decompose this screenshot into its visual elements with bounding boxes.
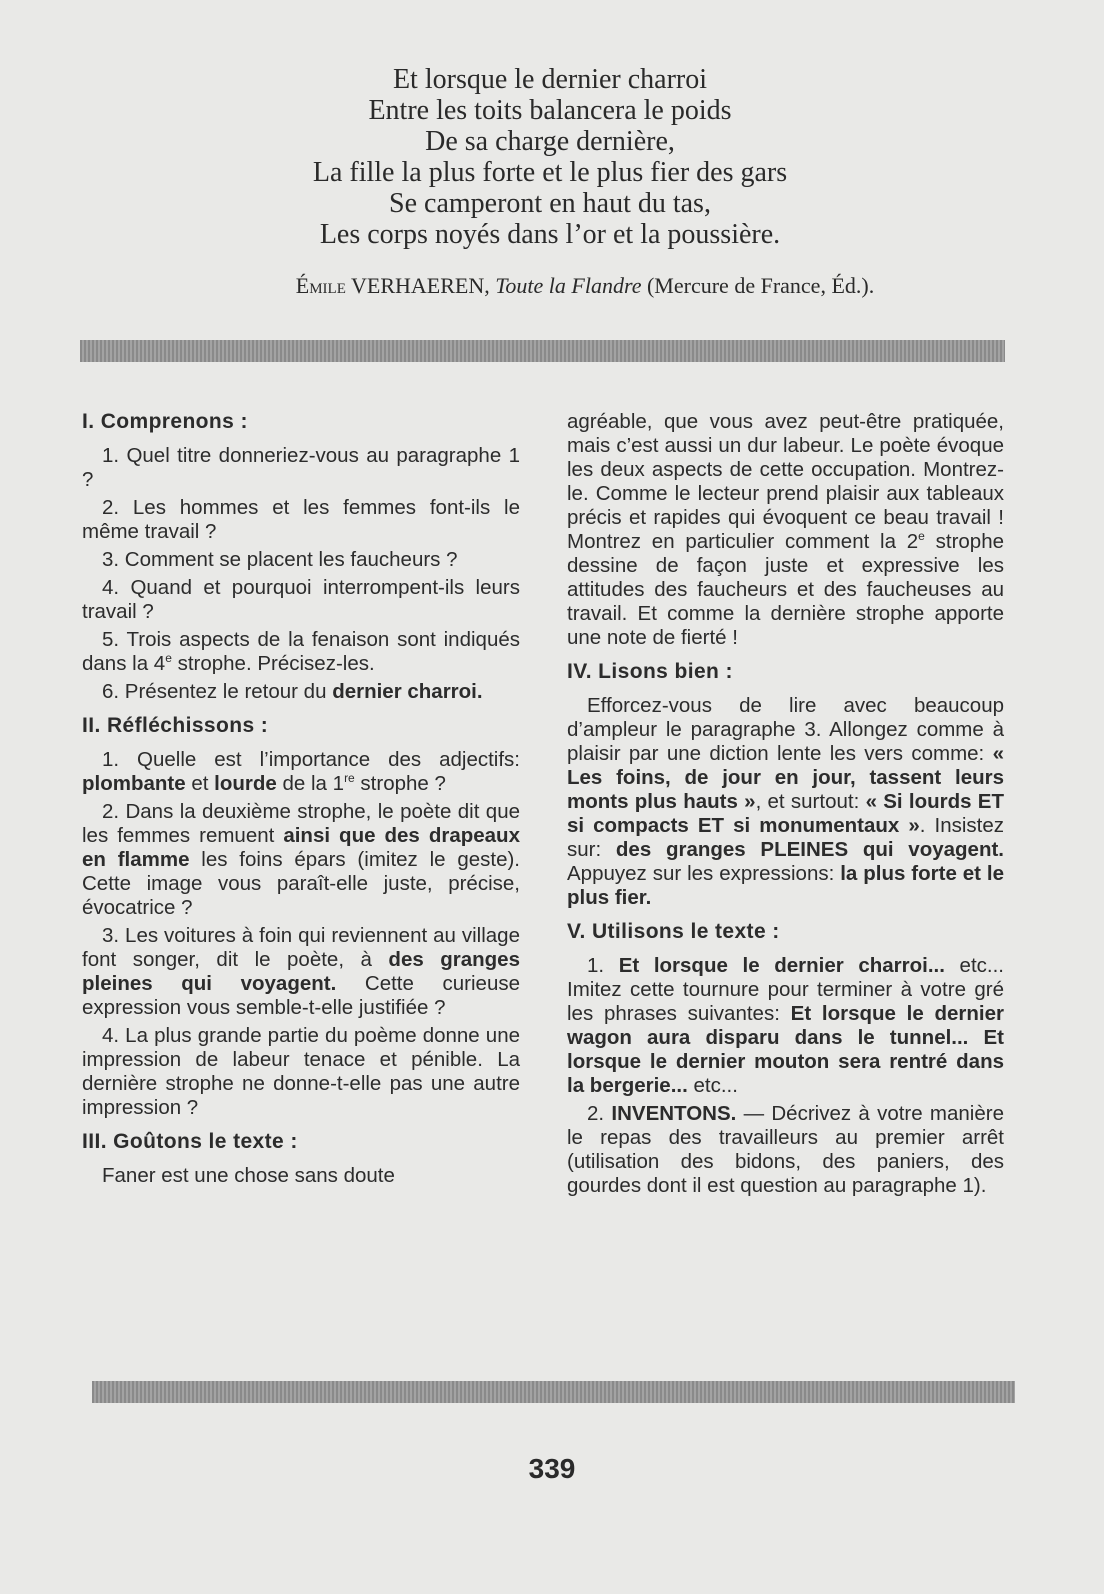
emphasis: « Si lourds ET si compacts ET si monumentaux »	[567, 790, 1005, 837]
emphasis: des granges pleines qui voyagent.	[82, 948, 520, 995]
paragraph	[567, 410, 1004, 650]
paragraph-text: etc...	[687, 1074, 738, 1097]
question	[82, 924, 520, 1020]
question	[82, 748, 520, 796]
paragraph	[567, 1102, 1004, 1198]
paragraph-text: 1.	[587, 954, 619, 977]
section-heading-goutons: III. Goûtons le texte :	[82, 1130, 298, 1153]
question: 4. La plus grande partie du poème donne une impression de labeur tenace et pénible. La dernière strophe ne donne-t-elle pas une autre impression ?	[82, 1024, 520, 1119]
question-text: 3. Les voitures à foin qui reviennent au village font songer, dit le poète, à	[82, 924, 520, 971]
author-first-name: Émile	[295, 273, 346, 298]
question-text: strophe ?	[354, 772, 446, 795]
section-heading-reflechissons: II. Réfléchissons :	[82, 714, 269, 737]
right-column	[567, 410, 1004, 1202]
author-last-name: VERHAEREN,	[351, 273, 490, 298]
work-title: Toute la Flandre	[495, 273, 642, 298]
paragraph	[567, 954, 1004, 1098]
question-text: 5. Trois aspects de la fenaison sont indiqués dans la 4	[82, 628, 520, 675]
superscript: re	[344, 771, 355, 786]
question-text: 1. Quelle est l’importance des adjectifs:	[102, 748, 520, 771]
divider-band-top	[80, 340, 1005, 362]
question-text: de la 1	[276, 772, 345, 795]
poem-line: La fille la plus forte et le plus fier des gars	[312, 157, 788, 188]
emphasis: Et lorsque le dernier wagon aura disparu dans le tunnel... Et lorsque le dernier mouton sera rentré dans la bergerie...	[567, 1002, 1004, 1097]
paragraph: Faner est une chose sans doute	[102, 1164, 395, 1187]
poem-line: Se camperont en haut du tas,	[389, 188, 711, 219]
emphasis: la plus forte et le plus fier.	[567, 862, 1005, 909]
question-text: les foins épars (imitez le geste). Cette image vous paraît-elle juste, précise, évocatrice ?	[82, 848, 520, 919]
emphasis: Et lorsque le dernier charroi...	[618, 954, 945, 977]
question-text: 6. Présentez le retour du	[102, 680, 333, 703]
page-number: 339	[528, 1453, 576, 1484]
poem-line: Et lorsque le dernier charroi	[392, 64, 708, 95]
paragraph-text: strophe dessine de façon juste et expressive les attitudes des faucheurs et des faucheuses au travail. Et comme la dernière strophe apporte une note de fierté !	[567, 530, 1004, 649]
emphasis: des granges PLEINES qui voyagent.	[615, 838, 1004, 861]
emphasis: plombante	[82, 772, 186, 795]
paragraph-text: Efforcez-vous de lire avec beaucoup d’ampleur le paragraphe 3. Allongez comme à plaisir par une diction lente les vers comme:	[567, 694, 1004, 765]
question: 1. Quel titre donneriez-vous au paragraphe 1 ?	[82, 444, 520, 491]
poem-stanza	[150, 64, 950, 250]
paragraph	[567, 694, 1004, 910]
poem-line: Entre les toits balancera le poids	[368, 95, 732, 126]
left-column	[82, 410, 520, 1192]
paragraph-text: etc... Imitez cette tournure pour terminer à votre gré les phrases suivantes:	[567, 954, 1004, 1025]
question	[82, 628, 520, 676]
question	[82, 800, 520, 920]
question: 2. Les hommes et les femmes font-ils le même travail ?	[82, 496, 520, 543]
section-heading-utilisons: V. Utilisons le texte :	[567, 920, 780, 943]
question: 4. Quand et pourquoi interrompent-ils leurs travail ?	[82, 576, 520, 623]
question-text: 2. Dans la deuxième strophe, le poète dit que les femmes remuent	[82, 800, 520, 847]
poem-line: De sa charge dernière,	[425, 126, 675, 157]
section-heading-lisons: IV. Lisons bien :	[567, 660, 733, 683]
paragraph-text: 2.	[587, 1102, 612, 1125]
paragraph-text: agréable, que vous avez peut-être pratiquée, mais c’est aussi un dur labeur. Le poète évoque les deux aspects de cette occupation. Montrez-le. Comme le lecteur prend plaisir aux tableaux précis et rapides qui évoquent ce beau travail ! Montrez en particulier comment la 2	[567, 410, 1004, 553]
superscript: e	[918, 529, 925, 544]
paragraph-text: — Décrivez à votre manière le repas des travailleurs au premier arrêt (utilisation des bidons, des paniers, des gourdes dont il est question au paragraphe 1).	[567, 1102, 1004, 1197]
paragraph-text: . Insistez sur:	[567, 814, 1004, 861]
section-heading-comprenons: I. Comprenons :	[82, 410, 248, 433]
question	[82, 680, 520, 704]
divider-band-bottom	[92, 1381, 1015, 1403]
paragraph-text: Appuyez sur les expressions:	[567, 862, 841, 885]
question: 3. Comment se placent les faucheurs ?	[102, 548, 458, 571]
poem-line: Les corps noyés dans l’or et la poussière.	[319, 219, 781, 250]
emphasis: ainsi que des drapeaux en flamme	[82, 824, 520, 871]
paragraph-text: , et surtout:	[755, 790, 866, 813]
emphasis: « Les foins, de jour en jour, tassent leurs monts plus hauts »	[567, 742, 1004, 813]
emphasis: INVENTONS.	[611, 1102, 737, 1125]
emphasis: lourde	[214, 772, 277, 795]
publisher: (Mercure de France, Éd.).	[646, 273, 875, 298]
question-text: Cette curieuse expression vous semble-t-elle justifiée ?	[82, 972, 520, 1019]
poem-attribution	[175, 273, 995, 299]
question-text: strophe. Précisez-les.	[171, 652, 375, 675]
superscript: e	[165, 651, 172, 666]
question-text: et	[185, 772, 215, 795]
emphasis: dernier charroi.	[332, 680, 483, 703]
